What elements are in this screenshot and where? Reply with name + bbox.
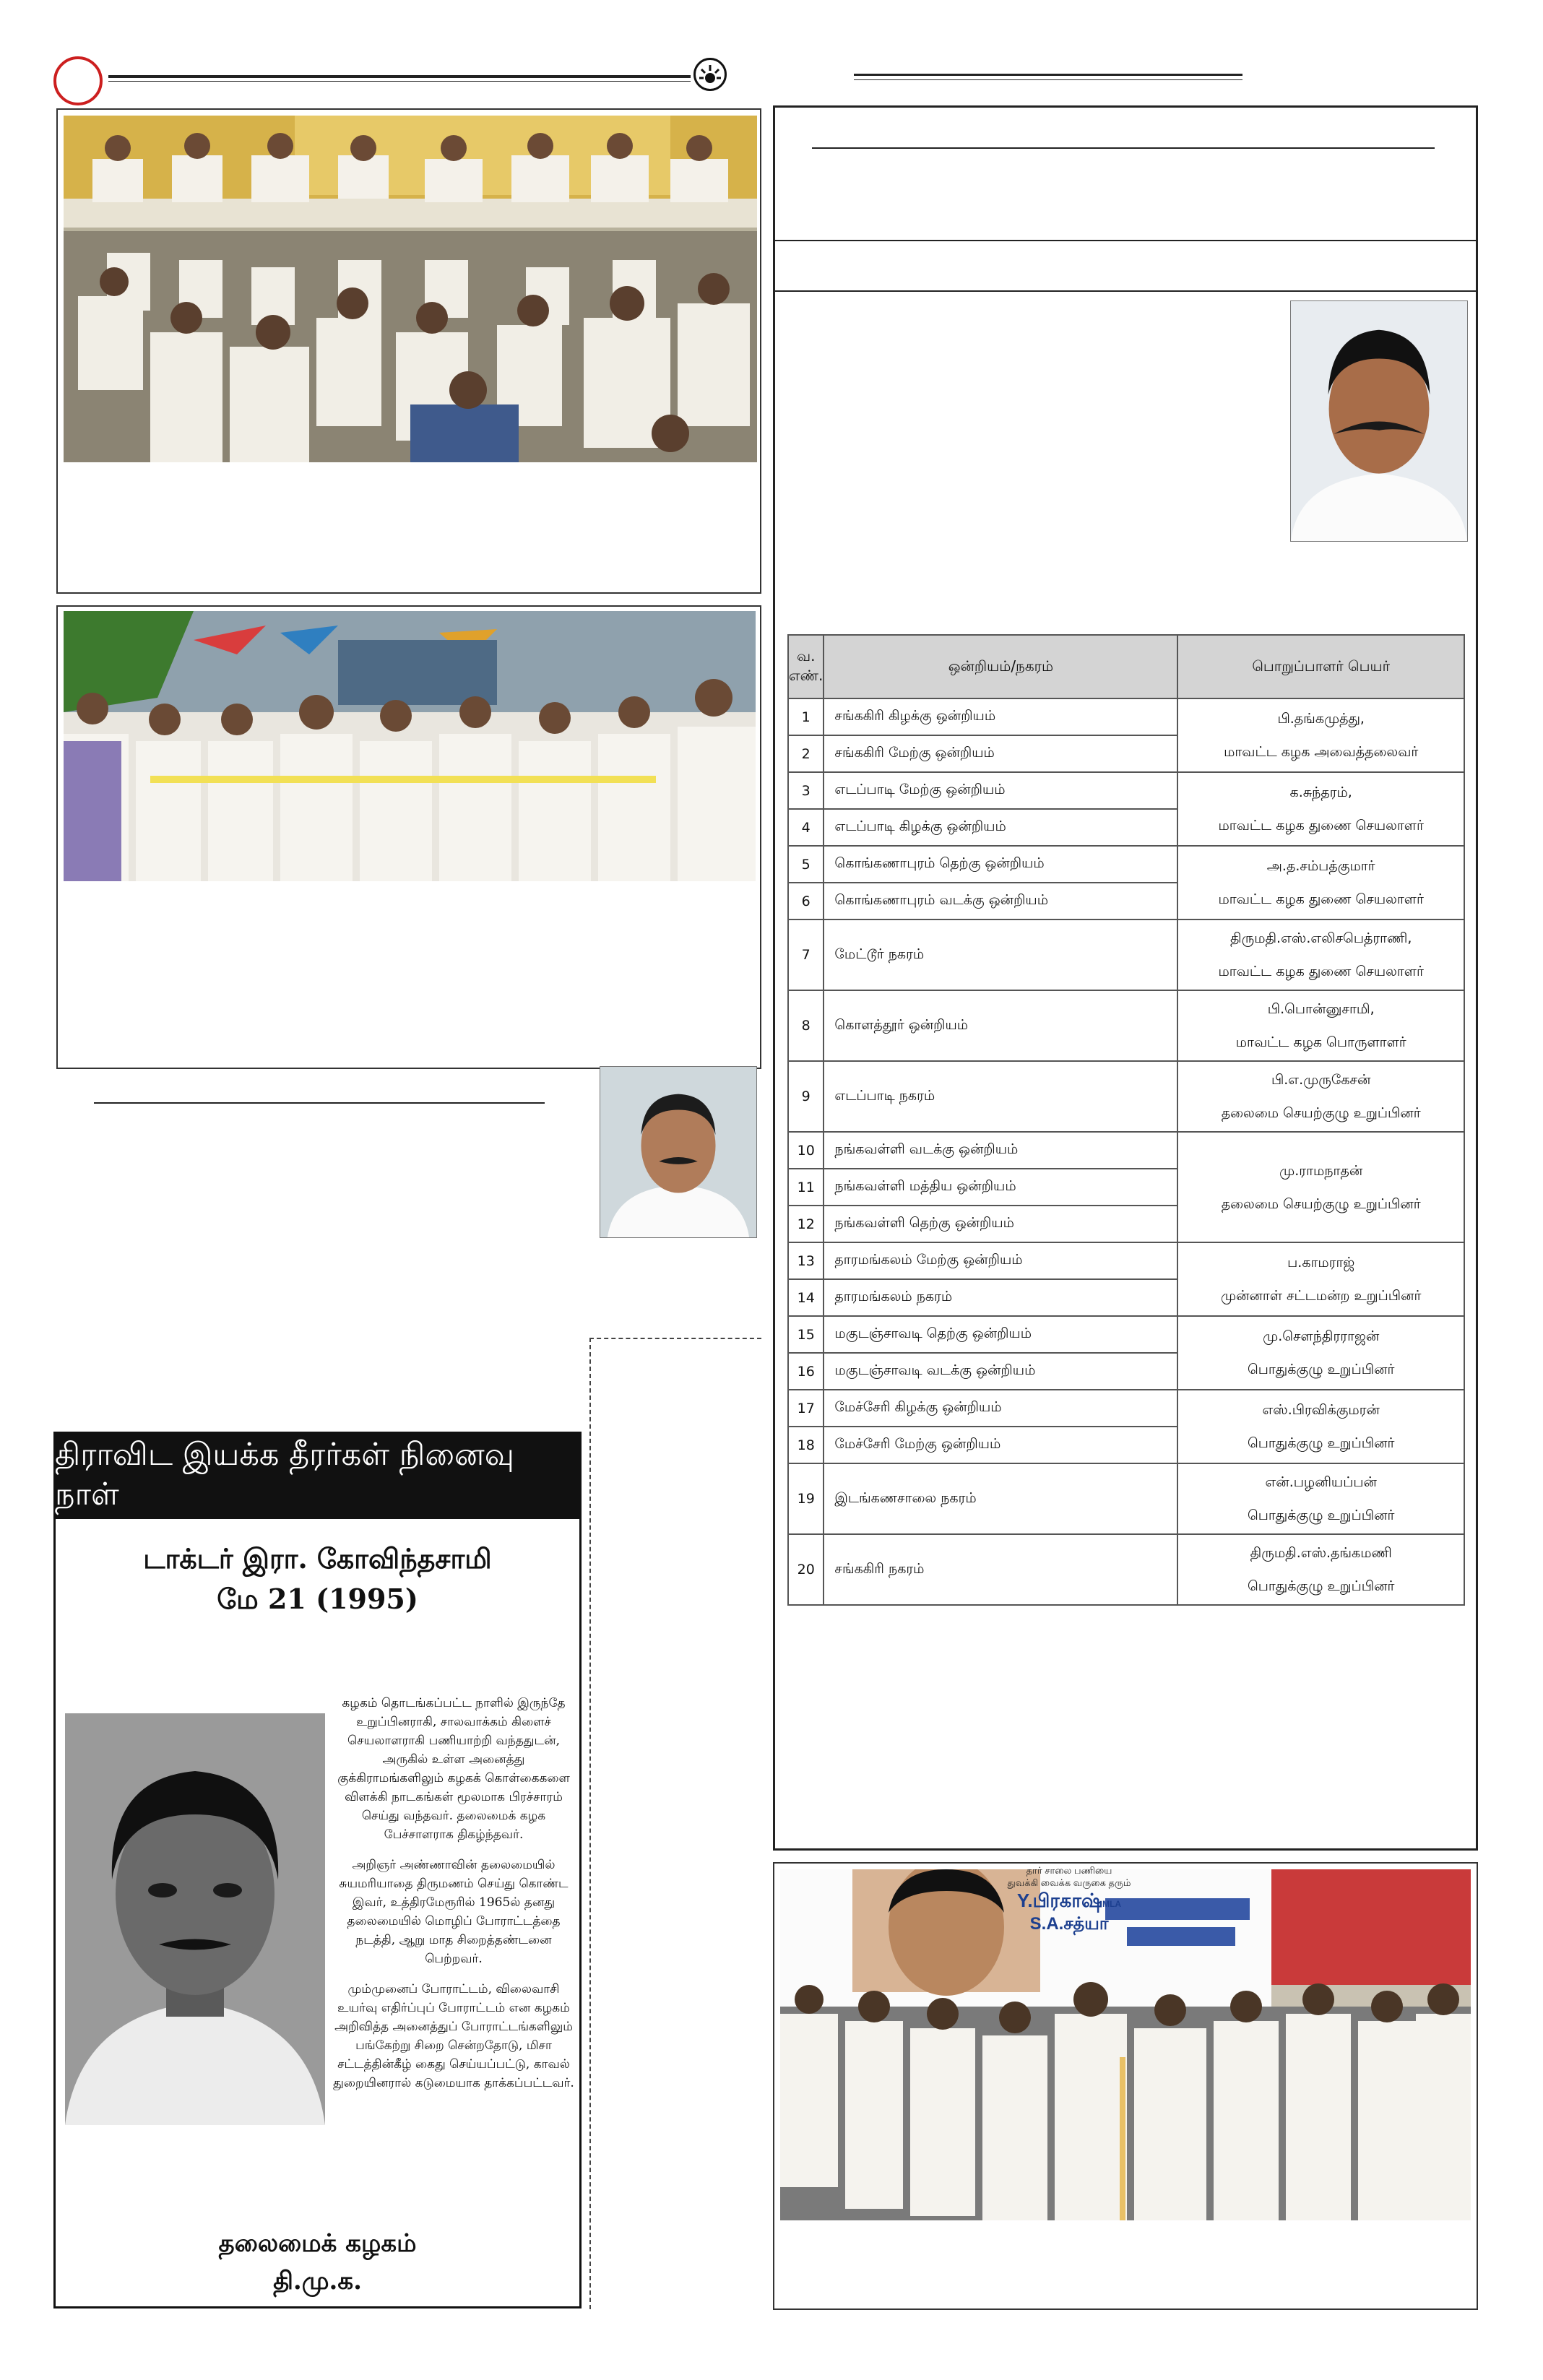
row-number: 15 [788, 1316, 824, 1353]
table-row [788, 1132, 1464, 1169]
dotted-divider-vertical [589, 1338, 591, 2309]
person-name: மு.சௌந்திரராஜன் [1263, 1328, 1380, 1344]
memorial-bio-paragraph: மும்முனைப் போராட்டம், விலைவாசி உயர்வு எதிர்ப்புப் போராட்டம் என கழகம் அறிவித்த அனைத்துப் போராட்டங்களிலும் பங்கேற்று சிறை சென்றதோடு, மிசா சட்டத்தின்கீழ் கைது செய்யப்பட்டு, காவல் துறையினரால் கடுமையாக தாக்கப்பட்டவர். [333, 1982, 574, 2090]
person-role: மாவட்ட கழக அவைத்தலைவர் [1224, 744, 1419, 760]
person-role: மாவட்ட கழக பொருளாளர் [1235, 1034, 1406, 1050]
memorial-date: மே 21 (1995) [217, 1583, 418, 1615]
memorial-title: திராவிட இயக்க தீரர்கள் நினைவு நாள் [55, 1434, 580, 1519]
row-number: 2 [788, 735, 824, 772]
header-rule-right [854, 74, 1242, 76]
row-number: 5 [788, 846, 824, 883]
row-area: கொங்கணாபுரம் தெற்கு ஒன்றியம் [824, 846, 1177, 883]
row-person [1177, 1534, 1464, 1605]
banner-line1: தார் சாலை பணியை [1026, 1865, 1112, 1876]
person-role: தலைமை செயற்குழு உறுப்பினர் [1221, 1105, 1421, 1121]
row-area: மகுடஞ்சாவடி தெற்கு ஒன்றியம் [824, 1316, 1177, 1353]
person-name: பி.பொன்னுசாமி, [1267, 1001, 1375, 1017]
table-row [788, 698, 1464, 735]
circle-logo-icon [53, 56, 103, 105]
row-area: கொளத்தூர் ஒன்றியம் [824, 990, 1177, 1061]
rising-sun-emblem-icon [693, 58, 727, 91]
owners-table-wrap [787, 634, 1465, 1606]
row-area: நங்கவள்ளி மத்திய ஒன்றியம் [824, 1169, 1177, 1206]
memorial-bio-paragraph: கழகம் தொடங்கப்பட்ட நாளில் இருந்தே உறுப்பினராகி, சாலவாக்கம் கிளைச் செயலாளராகி பணியாற்றி வந்ததுடன், அருகில் உள்ள அனைத்து குக்கிராமங்களிலும் கழகக் கொள்கைகளை விளக்கி நாடகங்கள் மூலமாக பிரச்சாரம் செய்து வந்தவர். தலைமைக் கழக பேச்சாளராக திகழ்ந்தவர். [337, 1696, 570, 1842]
row-number: 12 [788, 1206, 824, 1242]
memorial-footer-line2: தி.மு.க. [273, 2267, 362, 2295]
row-area: எடப்பாடி கிழக்கு ஒன்றியம் [824, 809, 1177, 846]
person-role: பொதுக்குழு உறுப்பினர் [1247, 1362, 1395, 1377]
row-number: 19 [788, 1463, 824, 1534]
row-number: 1 [788, 698, 824, 735]
row-number: 3 [788, 772, 824, 809]
row-person [1177, 919, 1464, 990]
header-rule-right-thin [854, 79, 1242, 80]
row-person [1177, 1463, 1464, 1534]
row-area: சங்ககிரி மேற்கு ஒன்றியம் [824, 735, 1177, 772]
meeting-photo [64, 116, 757, 462]
banner-name1-suffix: MLA [1102, 1899, 1122, 1909]
memorial-footer [55, 2225, 580, 2300]
person-role: தலைமை செயற்குழு உறுப்பினர் [1221, 1195, 1421, 1212]
row-area: மேச்சேரி கிழக்கு ஒன்றியம் [824, 1390, 1177, 1427]
person-name: திருமதி.எஸ்.எலிசபெத்ராணி, [1230, 930, 1412, 946]
table-row [788, 1242, 1464, 1279]
row-area: மகுடஞ்சாவடி வடக்கு ஒன்றியம் [824, 1353, 1177, 1390]
person-role: மாவட்ட கழக துணை செயலாளர் [1218, 964, 1424, 979]
banner-name2: S.A.சத்யா [1029, 1914, 1109, 1934]
row-area: மேட்டூர் நகரம் [824, 919, 1177, 990]
row-number: 7 [788, 919, 824, 990]
row-number: 6 [788, 883, 824, 919]
table-row [788, 1534, 1464, 1605]
row-person [1177, 1132, 1464, 1242]
table-row [788, 846, 1464, 883]
row-number: 17 [788, 1390, 824, 1427]
row-number: 9 [788, 1061, 824, 1132]
person-name: க.சுந்தரம், [1289, 784, 1352, 800]
row-person [1177, 1242, 1464, 1316]
banner-name1-wrap [961, 1890, 1177, 1914]
row-person [1177, 846, 1464, 919]
banner-name1: Y.பிரகாஷ் [1016, 1890, 1103, 1911]
table-header-area: ஒன்றியம்/நகரம் [824, 635, 1177, 698]
person-role: பொதுக்குழு உறுப்பினர் [1247, 1578, 1395, 1594]
row-person [1177, 698, 1464, 772]
row-area: தாரமங்கலம் மேற்கு ஒன்றியம் [824, 1242, 1177, 1279]
table-row [788, 1061, 1464, 1132]
row-number: 14 [788, 1279, 824, 1316]
row-number: 10 [788, 1132, 824, 1169]
portrait-small [600, 1066, 757, 1238]
row-area: மேச்சேரி மேற்கு ஒன்றியம் [824, 1427, 1177, 1463]
row-area: இடங்கணசாலை நகரம் [824, 1463, 1177, 1534]
table-row [788, 990, 1464, 1061]
person-role: மாவட்ட கழக துணை செயலாளர் [1218, 818, 1424, 834]
row-area: சங்ககிரி நகரம் [824, 1534, 1177, 1605]
table-row [788, 1316, 1464, 1353]
person-name: மு.ராமநாதன் [1279, 1162, 1363, 1179]
row-area: எடப்பாடி நகரம் [824, 1061, 1177, 1132]
person-name: பி.தங்கமுத்து, [1277, 711, 1365, 727]
row-area: நங்கவள்ளி தெற்கு ஒன்றியம் [824, 1206, 1177, 1242]
dotted-divider-horizontal [589, 1338, 761, 1339]
inauguration-photo [64, 611, 756, 881]
row-person [1177, 1316, 1464, 1390]
table-row [788, 1463, 1464, 1534]
table-row [788, 772, 1464, 809]
row-area: எடப்பாடி மேற்கு ஒன்றியம் [824, 772, 1177, 809]
right-title-rule [812, 147, 1435, 149]
person-name: திருமதி.எஸ்.தங்கமணி [1250, 1545, 1392, 1561]
memorial-portrait [65, 1713, 325, 2125]
row-number: 13 [788, 1242, 824, 1279]
memorial-person-name: டாக்டர் இரா. கோவிந்தசாமி [143, 1542, 492, 1575]
row-number: 11 [788, 1169, 824, 1206]
portrait-large [1290, 300, 1468, 542]
owners-table [787, 634, 1465, 1606]
table-row [788, 919, 1464, 990]
section-rule [94, 1102, 545, 1104]
row-area: கொங்கணாபுரம் வடக்கு ஒன்றியம் [824, 883, 1177, 919]
memorial-biography [331, 1694, 576, 2104]
row-number: 16 [788, 1353, 824, 1390]
table-header-serial: வ. எண். [788, 635, 824, 698]
person-role: பொதுக்குழு உறுப்பினர் [1247, 1435, 1395, 1451]
person-name: பி.எ.முருகேசன் [1271, 1072, 1371, 1088]
right-section-rule-2 [774, 290, 1477, 292]
row-area: தாரமங்கலம் நகரம் [824, 1279, 1177, 1316]
person-name: ப.காமராஜ் [1287, 1255, 1355, 1271]
table-header-person: பொறுப்பாளர் பெயர் [1177, 635, 1464, 698]
person-name: என்.பழனியப்பன் [1265, 1474, 1377, 1490]
banner-text-overlay [961, 1865, 1177, 1936]
memorial-bio-paragraph: அறிஞர் அண்ணாவின் தலைமையில் சுயமரியாதை திருமணம் செய்து கொண்ட இவர், உத்திரமேரூரில் 1965ல் தனது தலைமையில் மொழிப் போராட்டத்தை நடத்தி, ஆறு மாத சிறைத்தண்டனை பெற்றவர். [339, 1858, 569, 1966]
right-section-rule [774, 240, 1477, 241]
row-number: 20 [788, 1534, 824, 1605]
row-area: நங்கவள்ளி வடக்கு ஒன்றியம் [824, 1132, 1177, 1169]
person-name: எஸ்.பிரவிக்குமரன் [1262, 1402, 1380, 1418]
memorial-footer-line1: தலைமைக் கழகம் [218, 2229, 417, 2258]
header-rule-thin [108, 81, 691, 82]
person-role: பொதுக்குழு உறுப்பினர் [1247, 1507, 1395, 1523]
row-person [1177, 990, 1464, 1061]
row-number: 18 [788, 1427, 824, 1463]
row-person [1177, 1061, 1464, 1132]
row-number: 8 [788, 990, 824, 1061]
table-row [788, 1390, 1464, 1427]
row-person [1177, 772, 1464, 846]
banner-line2: துவக்கி வைக்க வருகை தரும் [1007, 1877, 1131, 1888]
row-person [1177, 1390, 1464, 1463]
row-number: 4 [788, 809, 824, 846]
header-rule [108, 75, 691, 78]
person-role: முன்னாள் சட்டமன்ற உறுப்பினர் [1220, 1288, 1422, 1304]
person-name: அ.த.சம்பத்குமார் [1266, 858, 1375, 874]
row-area: சங்ககிரி கிழக்கு ஒன்றியம் [824, 698, 1177, 735]
person-role: மாவட்ட கழக துணை செயலாளர் [1218, 891, 1424, 907]
memorial-person-block [55, 1539, 580, 1619]
